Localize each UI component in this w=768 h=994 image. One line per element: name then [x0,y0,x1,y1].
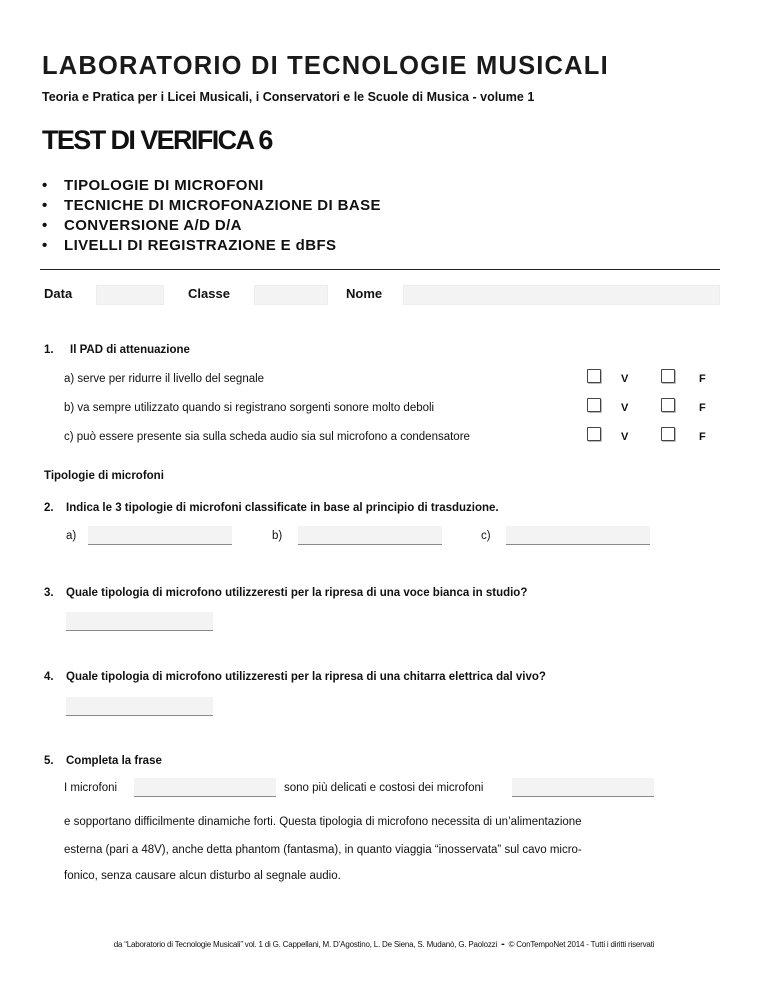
question-number: 4. [44,671,54,683]
question-text: Indica le 3 tipologie di microfoni classificate in base al principio di trasduzione. [66,502,499,514]
false-checkbox[interactable] [661,369,675,383]
statement-b: b) va sempre utilizzato quando si registrano sorgenti sonore molto deboli [64,402,435,414]
paragraph-line: fonico, senza causare alcun disturbo al segnale audio. [64,870,341,882]
statement-c: c) può essere presente sia sulla scheda audio sia sul microfono a condensatore [64,431,470,443]
bullet-icon: • [42,177,48,194]
topic-item [42,176,381,196]
answer-field[interactable] [66,612,213,631]
true-label: V [621,431,629,443]
answer-field-b[interactable] [298,526,442,545]
question-text: Il PAD di attenuazione [70,344,190,356]
footer [0,938,768,950]
false-label: F [699,402,706,414]
true-checkbox[interactable] [587,369,601,383]
classe-field[interactable] [254,285,328,305]
answer-label-b: b) [272,530,283,542]
sentence-part-1: I microfoni [64,782,118,794]
topic-label: TIPOLOGIE DI MICROFONI [64,177,264,194]
topics-list [42,176,381,256]
classe-label: Classe [188,286,230,301]
topic-item [42,216,381,236]
false-checkbox[interactable] [661,398,675,412]
question-text: Quale tipologia di microfono utilizzeresti per la ripresa di una chitarra elettrica dal vivo? [66,671,546,683]
blank-field-1[interactable] [134,778,276,797]
footer-credit: da “Laboratorio di Tecnologie Musicali” vol. 1 di G. Cappellani, M. D’Agostino, L. De Siena, S. Mudanò, G. Paolozzi [113,940,498,949]
section-heading: Tipologie di microfoni [44,470,164,482]
answer-field-a[interactable] [88,526,232,545]
data-label: Data [44,286,73,301]
answer-field[interactable] [66,697,213,716]
answer-label-a: a) [66,530,77,542]
true-label: V [621,402,629,414]
bullet-icon: • [42,217,48,234]
answer-field-c[interactable] [506,526,650,545]
paragraph-line: e sopportano difficilmente dinamiche forti. Questa tipologia di microfono necessita di un’alimentazione [64,816,582,828]
bullet-icon: • [42,197,48,214]
question-number: 5. [44,755,54,767]
topic-item [42,236,381,256]
sentence-part-2: sono più delicati e costosi dei microfoni [284,782,484,794]
question-text: Quale tipologia di microfono utilizzeresti per la ripresa di una voce bianca in studio? [66,587,528,599]
true-checkbox[interactable] [587,427,601,441]
topic-label: CONVERSIONE A/D D/A [64,217,242,234]
nome-field[interactable] [403,285,720,305]
answer-label-c: c) [481,530,491,542]
question-text: Completa la frase [66,755,162,767]
topic-label: TECNICHE DI MICROFONAZIONE DI BASE [64,197,381,214]
topic-label: LIVELLI DI REGISTRAZIONE E dBFS [64,237,337,254]
false-label: F [699,373,706,385]
footer-copyright: © ConTempoNet 2014 - Tutti i diritti riservati [508,940,655,949]
question-number: 2. [44,502,54,514]
page-title: LABORATORIO DI TECNOLOGIE MUSICALI [42,52,609,80]
question-number: 1. [44,344,54,356]
page-subtitle: Teoria e Pratica per i Licei Musicali, i Conservatori e le Scuole di Musica - volume 1 [42,90,535,104]
nome-label: Nome [346,286,383,301]
topic-item [42,196,381,216]
footer-separator: - [501,938,505,950]
false-label: F [699,431,706,443]
question-number: 3. [44,587,54,599]
data-field[interactable] [96,285,164,305]
test-title: TEST DI VERIFICA 6 [42,125,272,155]
bullet-icon: • [42,237,48,254]
statement-a: a) serve per ridurre il livello del segnale [64,373,265,385]
paragraph-line: esterna (pari a 48V), anche detta phantom (fantasma), in quanto viaggia “inosservata” sul cavo micro- [64,844,582,856]
false-checkbox[interactable] [661,427,675,441]
true-checkbox[interactable] [587,398,601,412]
blank-field-2[interactable] [512,778,654,797]
true-label: V [621,373,629,385]
divider [40,269,720,270]
